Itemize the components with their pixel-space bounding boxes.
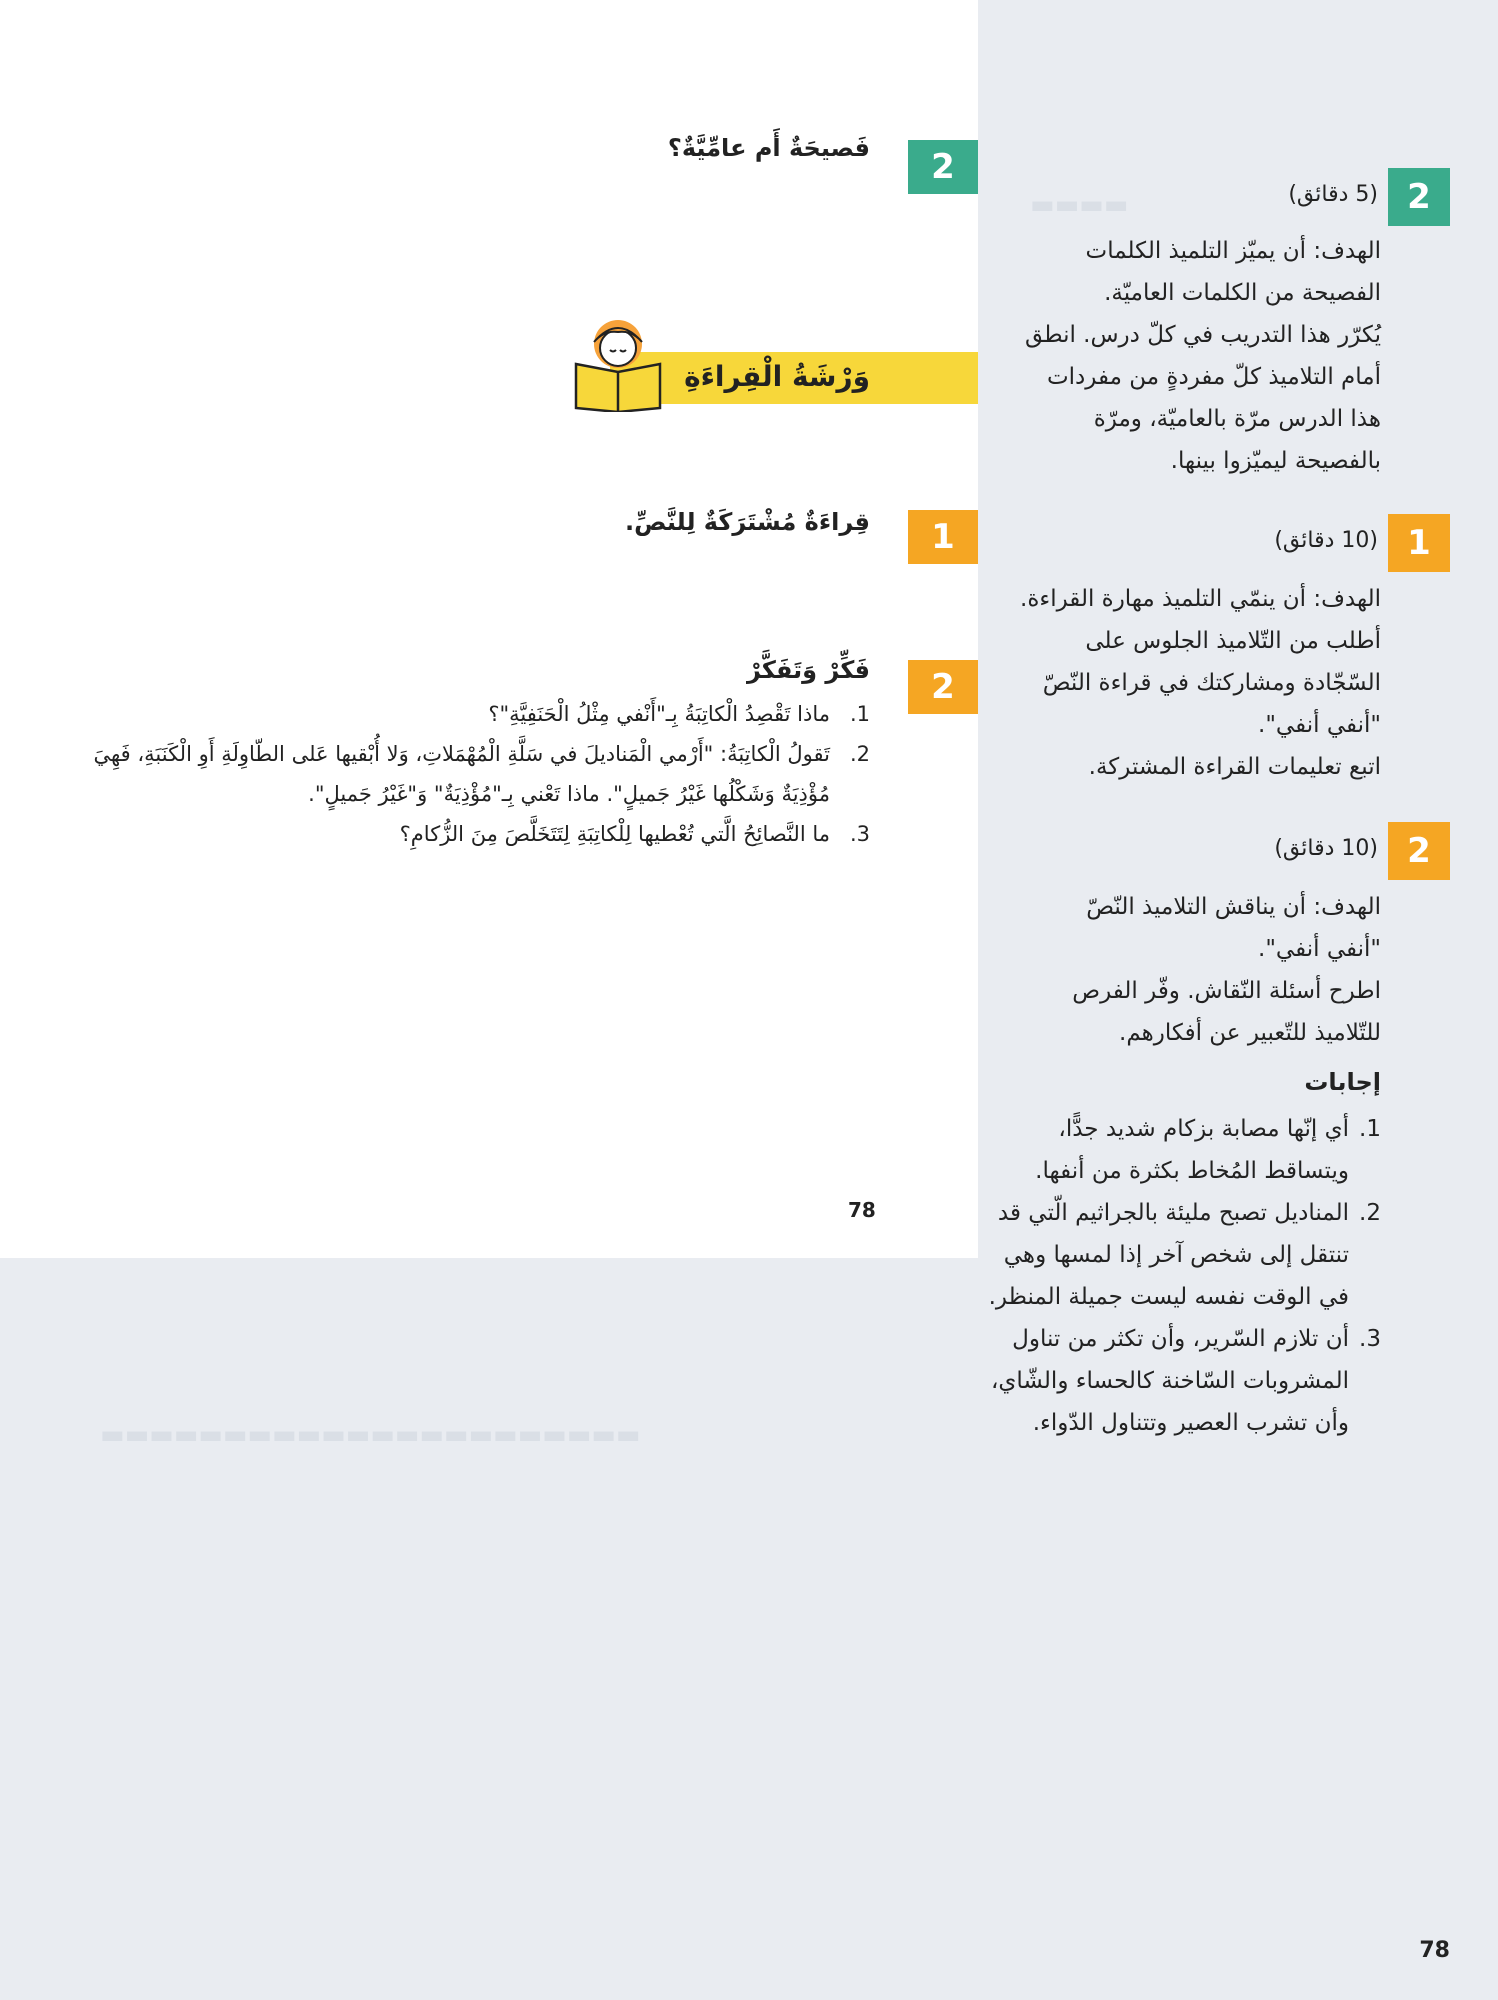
duration-label: (10 دقائق)	[1274, 528, 1378, 553]
activity-description: الهدف: أن يناقش التلاميذ النّصّ "أنفي أنفي". اطرح أسئلة النّقاش. وفّر الفرص للتّلاميذ للتّعبير عن أفكارهم.	[1072, 894, 1381, 1046]
question-text: تَقولُ الْكاتِبَةُ: "أَرْمي الْمَناديلَ في سَلَّةِ الْمُهْمَلاتِ، وَلا أُبْقيها عَلى الطّاوِلَةِ أَوِ الْكَنَبَةِ، فَهِيَ مُؤْذِيَةٌ وَشَكْلُها غَيْرُ جَميلٍ". ماذا تَعْني بِـ"مُؤْذِيَةٌ" وَ"غَيْرُ جَميلٍ".	[93, 742, 830, 806]
page-number: 78	[1419, 1938, 1450, 1963]
list-item	[50, 734, 870, 814]
activity-description: الهدف: أن يميّز التلميذ الكلمات الفصيحة من الكلمات العاميّة. يُكرّر هذا التدريب في كلّ درس. انطق أمام التلاميذ كلّ مفردةٍ من مفردات هذا الدرس مرّة بالعاميّة، ومرّة بالفصيحة ليميّزوا بينها.	[1025, 238, 1381, 474]
teacher-guide-column	[978, 0, 1498, 2000]
list-item	[50, 814, 870, 854]
section-title: فَصيحَةٌ أَم عامِّيَّةٌ؟	[667, 134, 870, 162]
duration-label: (10 دقائق)	[1274, 836, 1378, 861]
list-item	[981, 1108, 1381, 1192]
answer-number: 1.	[1359, 1116, 1381, 1142]
activity-number-badge: 1	[1388, 514, 1450, 572]
student-page-thumbnail	[0, 0, 978, 1258]
question-number: 3.	[849, 822, 870, 846]
answers-heading: إجابات	[1304, 1068, 1381, 1096]
answers-list	[981, 1108, 1381, 1444]
step-title: قِراءَةٌ مُشْتَرَكَةٌ لِلنَّصِّ.	[624, 508, 870, 536]
question-text: ماذا تَقْصِدُ الْكاتِبَةُ بِـ"أَنْفي مِثْلُ الْحَنَفِيَّةِ"؟	[488, 702, 830, 726]
duration-label: (5 دقائق)	[1288, 182, 1378, 207]
list-item	[981, 1318, 1381, 1444]
section-number-badge: 2	[908, 140, 978, 194]
answer-text: المناديل تصبح مليئة بالجراثيم الّتي قد تنتقل إلى شخص آخر إذا لمسها وهي في الوقت نفسه ليست جميلة المنظر.	[988, 1200, 1349, 1310]
page-number: 78	[848, 1198, 876, 1222]
step-number-badge: 2	[908, 660, 978, 714]
step-title: فَكِّرْ وَتَفَكَّرْ	[746, 656, 870, 684]
answer-text: أن تلازم السّرير، وأن تكثر من تناول المشروبات السّاخنة كالحساء والشّاي، وأن تشرب العصير وتتناول الدّواء.	[990, 1326, 1349, 1436]
bleed-through-text: ▬▬▬▬▬▬▬▬▬▬▬▬▬▬▬▬▬▬▬▬▬▬	[100, 1420, 641, 1450]
question-text: ما النَّصائِحُ الَّتي تُعْطيها لِلْكاتِبَةِ لِتَتَخَلَّصَ مِنَ الزُّكامِ؟	[399, 822, 830, 846]
banner-title: وَرْشَةُ الْقِراءَةِ	[684, 360, 870, 393]
activity-number-badge: 2	[1388, 822, 1450, 880]
bleed-through-text: ▬▬▬▬	[1030, 190, 1129, 220]
step-number-badge: 1	[908, 510, 978, 564]
reading-child-icon	[572, 312, 664, 412]
question-number: 1.	[849, 702, 870, 726]
activity-description: الهدف: أن ينمّي التلميذ مهارة القراءة. أطلب من التّلاميذ الجلوس على السّجّادة ومشاركتك في قراءة النّصّ "أنفي أنفي". اتبع تعليمات القراءة المشتركة.	[1020, 586, 1381, 780]
list-item	[981, 1192, 1381, 1318]
discussion-questions	[50, 694, 870, 854]
answer-text: أي إنّها مصابة بزكام شديد جدًّا، ويتساقط المُخاط بكثرة من أنفها.	[1035, 1116, 1349, 1184]
answer-number: 2.	[1359, 1200, 1381, 1226]
activity-number-badge: 2	[1388, 168, 1450, 226]
reading-workshop-banner	[610, 352, 978, 404]
list-item	[50, 694, 870, 734]
answer-number: 3.	[1359, 1326, 1381, 1352]
question-number: 2.	[849, 742, 870, 766]
